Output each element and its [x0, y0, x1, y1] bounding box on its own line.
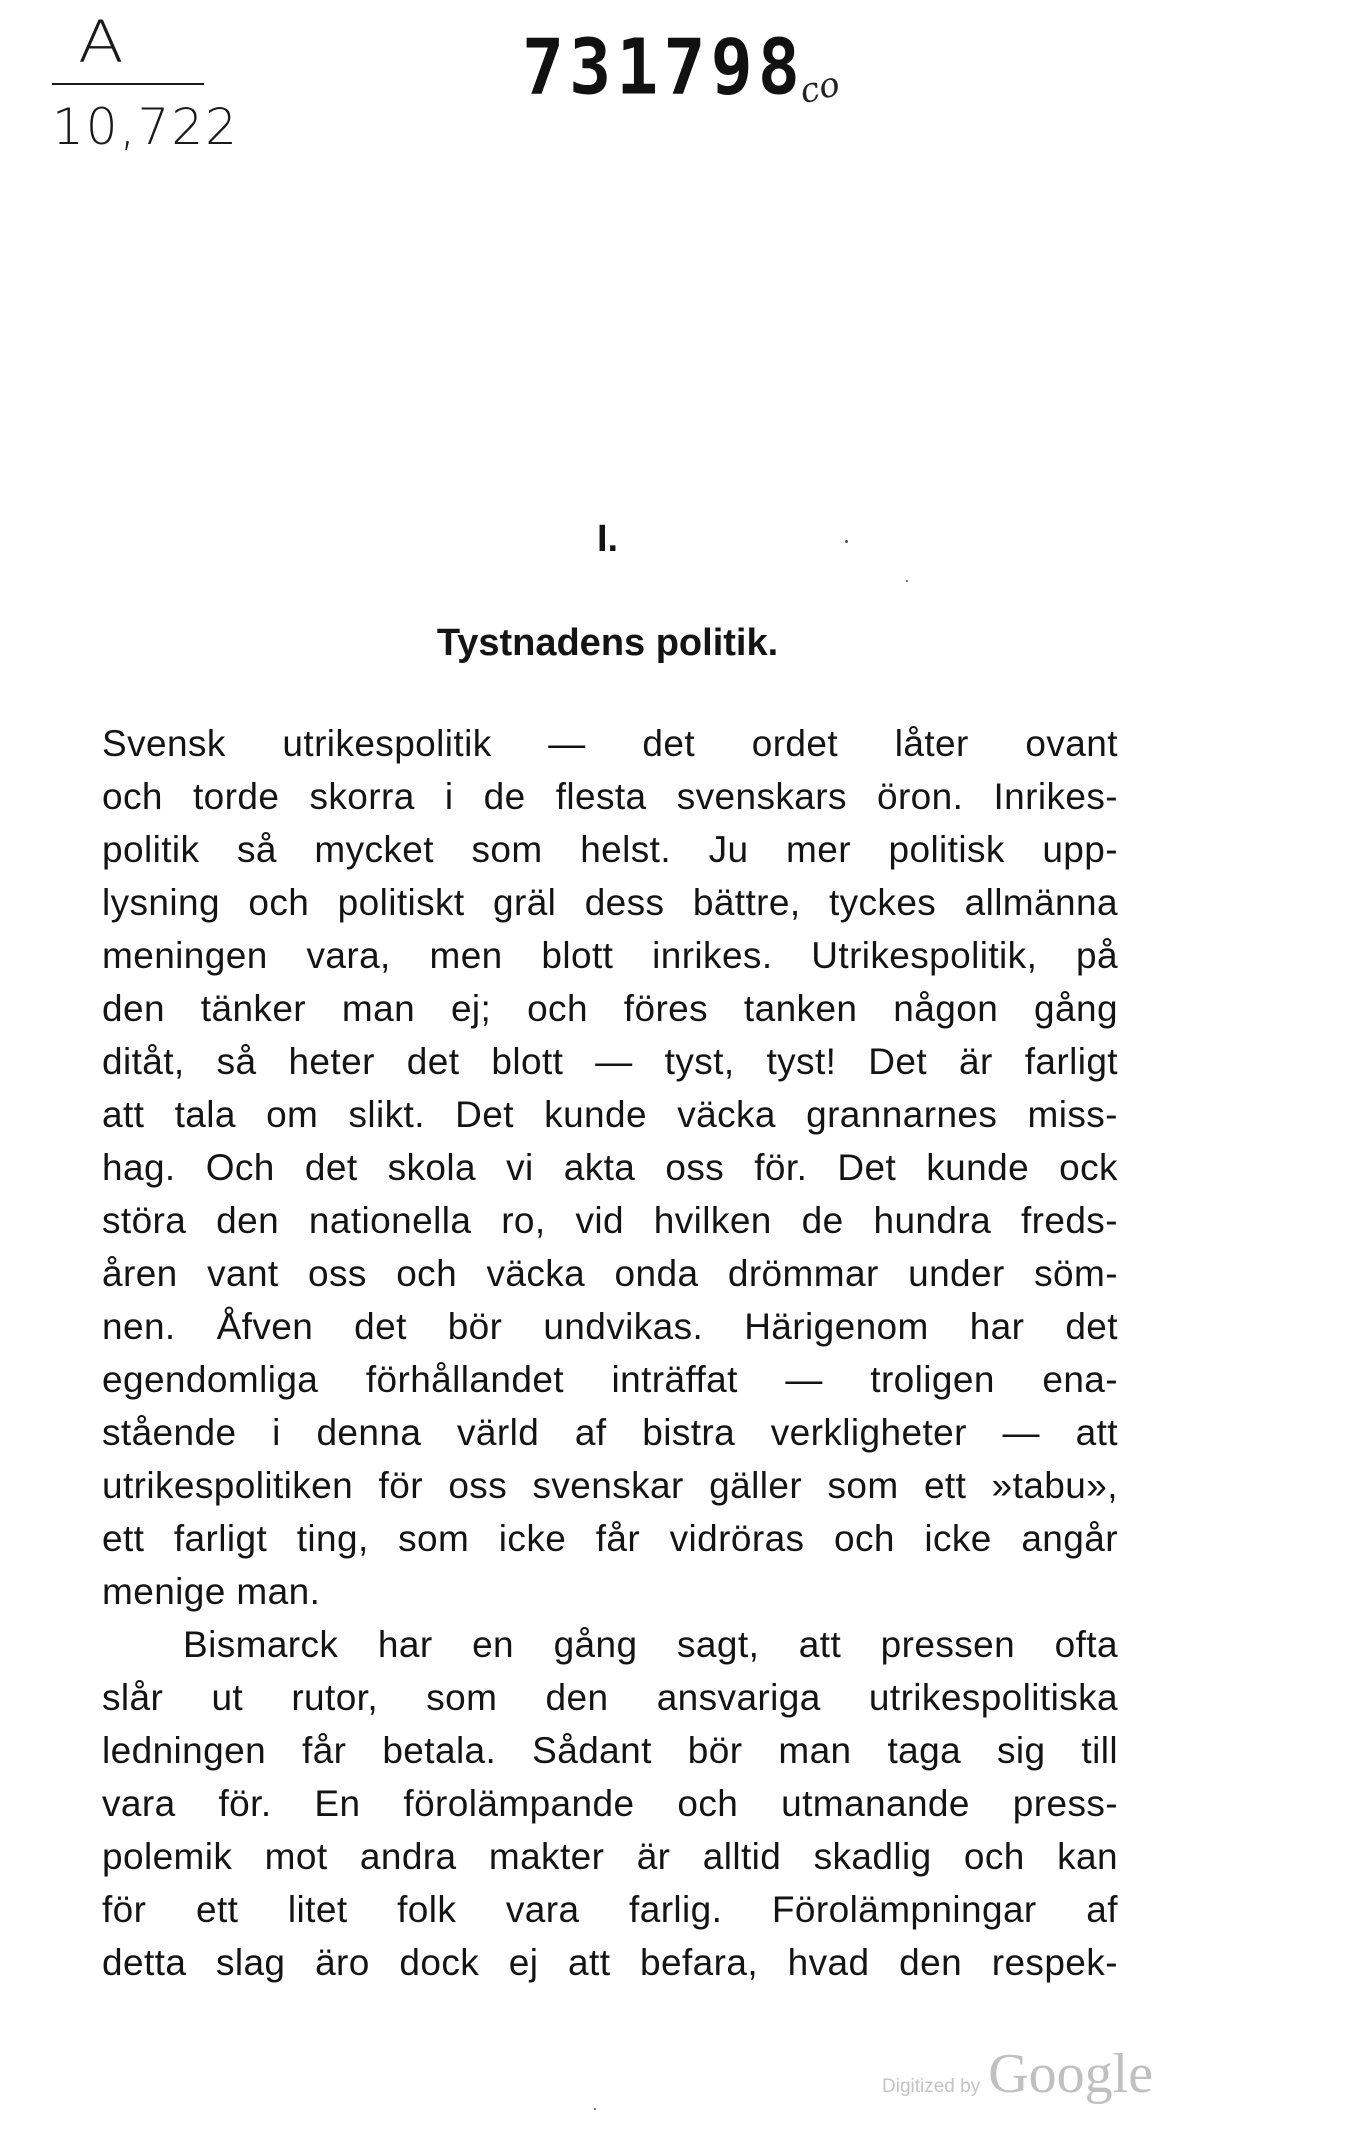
handwritten-shelfmark-letter: A	[78, 8, 124, 76]
body-text	[102, 717, 1118, 1989]
watermark-prefix: Digitized by	[882, 2076, 981, 2097]
text-line: att tala om slikt. Det kunde väcka grannarnes miss-	[102, 1094, 1118, 1135]
text-line: den tänker man ej; och föres tanken någon gång	[102, 988, 1118, 1029]
text-line: politik så mycket som helst. Ju mer politisk upp-	[102, 829, 1118, 870]
text-line: lysning och politiskt gräl dess bättre, tyckes allmänna	[102, 882, 1118, 923]
accession-stamp-number: 731798	[522, 22, 805, 113]
text-line: störa den nationella ro, vid hvilken de hundra freds-	[102, 1200, 1118, 1241]
chapter-title: Tystnadens politik.	[436, 622, 779, 664]
text-line: nen. Åfven det bör undvikas. Härigenom har det	[102, 1306, 1118, 1347]
google-logo: Google	[988, 2043, 1154, 2105]
accession-stamp-suffix: co	[795, 63, 844, 113]
text-line: ditåt, så heter det blott — tyst, tyst! Det är farligt	[102, 1041, 1118, 1082]
text-line: slår ut rutor, som den ansvariga utrikespolitiska	[102, 1677, 1118, 1718]
text-line: detta slag äro dock ej att befara, hvad den respek-	[102, 1942, 1118, 1983]
text-line: åren vant oss och väcka onda drömmar under söm-	[102, 1253, 1118, 1294]
shelfmark-underline	[52, 83, 204, 85]
text-line: utrikespolitiken för oss svenskar gäller som ett »tabu»,	[102, 1465, 1118, 1506]
text-line: stående i denna värld af bistra verkligheter — att	[102, 1412, 1118, 1453]
chapter-numeral: I.	[596, 518, 619, 560]
text-line: ledningen får betala. Sådant bör man taga sig till	[102, 1730, 1118, 1771]
text-line: och torde skorra i de flesta svenskars öron. Inrikes-	[102, 776, 1118, 817]
text-line: ett farligt ting, som icke får vidröras och icke angår	[102, 1518, 1118, 1559]
print-speck	[845, 540, 848, 543]
digitization-watermark	[882, 2042, 1153, 2106]
text-line: egendomliga förhållandet inträffat — troligen ena-	[102, 1359, 1118, 1400]
text-line: polemik mot andra makter är alltid skadlig och kan	[102, 1836, 1118, 1877]
text-line: Svensk utrikespolitik — det ordet låter ovant	[102, 723, 1118, 764]
text-line: för ett litet folk vara farlig. Förolämpningar af	[102, 1889, 1118, 1930]
handwritten-shelfmark-number: 10,722	[52, 98, 239, 156]
text-line: menige man.	[102, 1571, 321, 1612]
print-speck	[594, 2108, 596, 2110]
text-line: hag. Och det skola vi akta oss för. Det kunde ock	[102, 1147, 1118, 1188]
text-line: meningen vara, men blott inrikes. Utrikespolitik, på	[102, 935, 1118, 976]
print-speck	[906, 580, 908, 582]
text-line: vara för. En förolämpande och utmanande press-	[102, 1783, 1118, 1824]
text-line: Bismarck har en gång sagt, att pressen ofta	[183, 1624, 1118, 1665]
